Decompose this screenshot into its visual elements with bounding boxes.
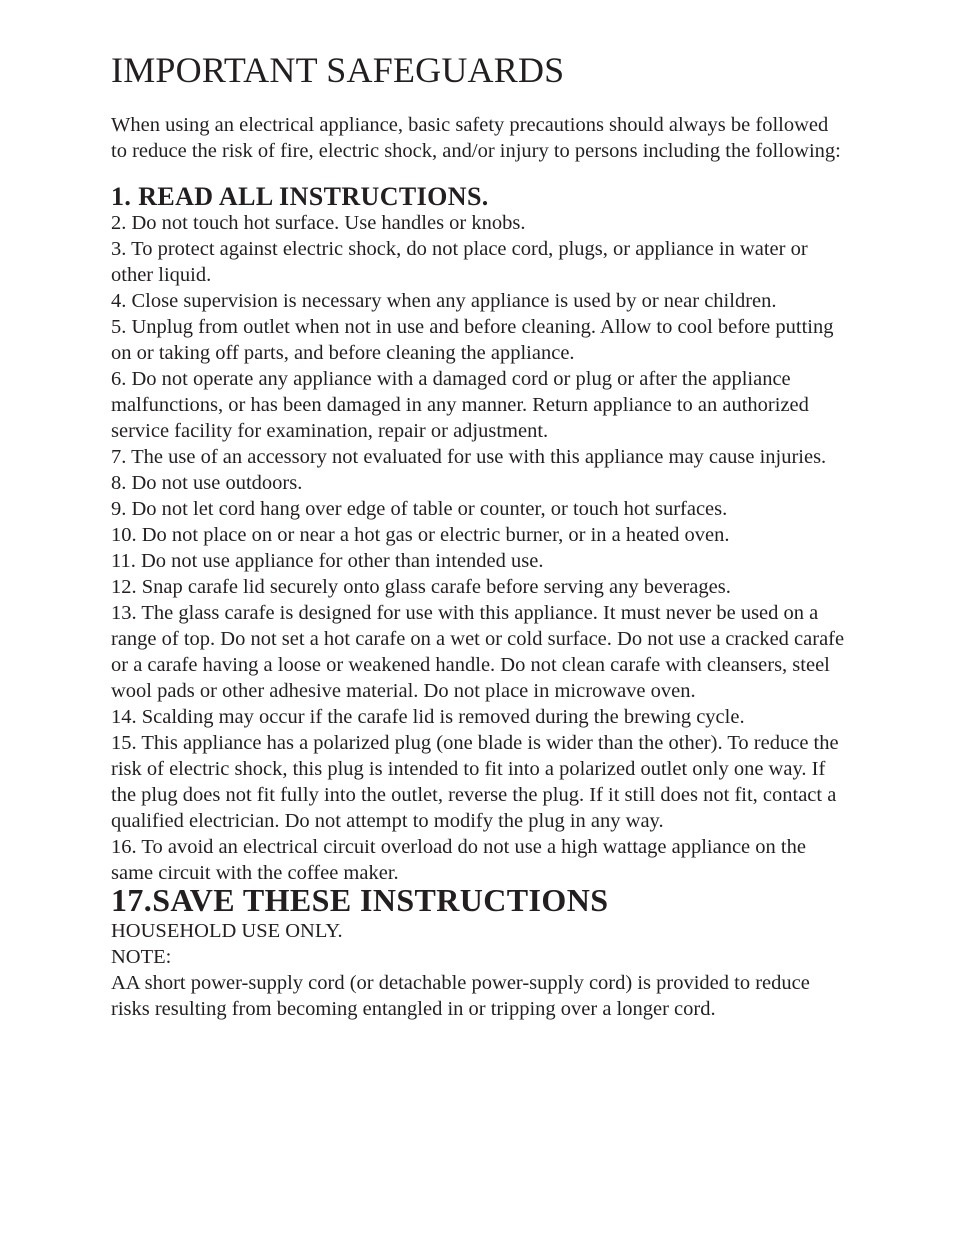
list-item: 16. To avoid an electrical circuit overload do not use a high wattage appliance on the same circuit with the coffee maker. [111, 836, 806, 884]
page-title: IMPORTANT SAFEGUARDS [111, 50, 565, 90]
list-item: 4. Close supervision is necessary when any appliance is used by or near children. [111, 290, 777, 312]
list-item: 11. Do not use appliance for other than intended use. [111, 550, 544, 572]
note-text: AA short power-supply cord (or detachable power-supply cord) is provided to reduce risks resulting from becoming entangled in or tripping over a longer cord. [111, 972, 810, 1020]
safeguards-page [111, 48, 846, 1022]
list-item: 3. To protect against electric shock, do not place cord, plugs, or appliance in water or other liquid. [111, 238, 808, 286]
note-label: NOTE: [111, 946, 172, 968]
heading-read-all-instructions: 1. READ ALL INSTRUCTIONS. [111, 182, 489, 211]
household-use-text: HOUSEHOLD USE ONLY. [111, 920, 343, 942]
list-item: 8. Do not use outdoors. [111, 472, 303, 494]
list-item: 6. Do not operate any appliance with a damaged cord or plug or after the appliance malfunctions, or has been damaged in any manner. Return appliance to an authorized service facility for examination, repair or adjustment. [111, 368, 809, 442]
list-item: 2. Do not touch hot surface. Use handles or knobs. [111, 212, 526, 234]
note-section [111, 918, 846, 1022]
list-item: 9. Do not let cord hang over edge of table or counter, or touch hot surfaces. [111, 498, 728, 520]
list-item: 13. The glass carafe is designed for use with this appliance. It must never be used on a range of top. Do not set a hot carafe on a wet or cold surface. Do not use a cracked carafe or a carafe having a loose or weakened handle. Do not clean carafe with cleansers, steel wool pads or other adhesive material. Do not place in microwave oven. [111, 602, 845, 702]
list-item: 5. Unplug from outlet when not in use and before cleaning. Allow to cool before putting on or taking off parts, and before cleaning the appliance. [111, 316, 834, 364]
list-item: 14. Scalding may occur if the carafe lid is removed during the brewing cycle. [111, 706, 745, 728]
list-item: 15. This appliance has a polarized plug (one blade is wider than the other). To reduce the risk of electric shock, this plug is intended to fit into a polarized outlet only one way. If the plug does not fit fully into the outlet, reverse the plug. If it still does not fit, contact a qualified electrician. Do not attempt to modify the plug in any way. [111, 732, 839, 832]
intro-paragraph: When using an electrical appliance, basic safety precautions should always be followed to reduce the risk of fire, electric shock, and/or injury to persons including the following: [111, 114, 841, 162]
safeguard-list [111, 210, 846, 886]
list-item: 12. Snap carafe lid securely onto glass carafe before serving any beverages. [111, 576, 731, 598]
heading-save-instructions: 17.SAVE THESE INSTRUCTIONS [111, 882, 609, 918]
list-item: 10. Do not place on or near a hot gas or electric burner, or in a heated oven. [111, 524, 730, 546]
list-item: 7. The use of an accessory not evaluated for use with this appliance may cause injuries. [111, 446, 827, 468]
